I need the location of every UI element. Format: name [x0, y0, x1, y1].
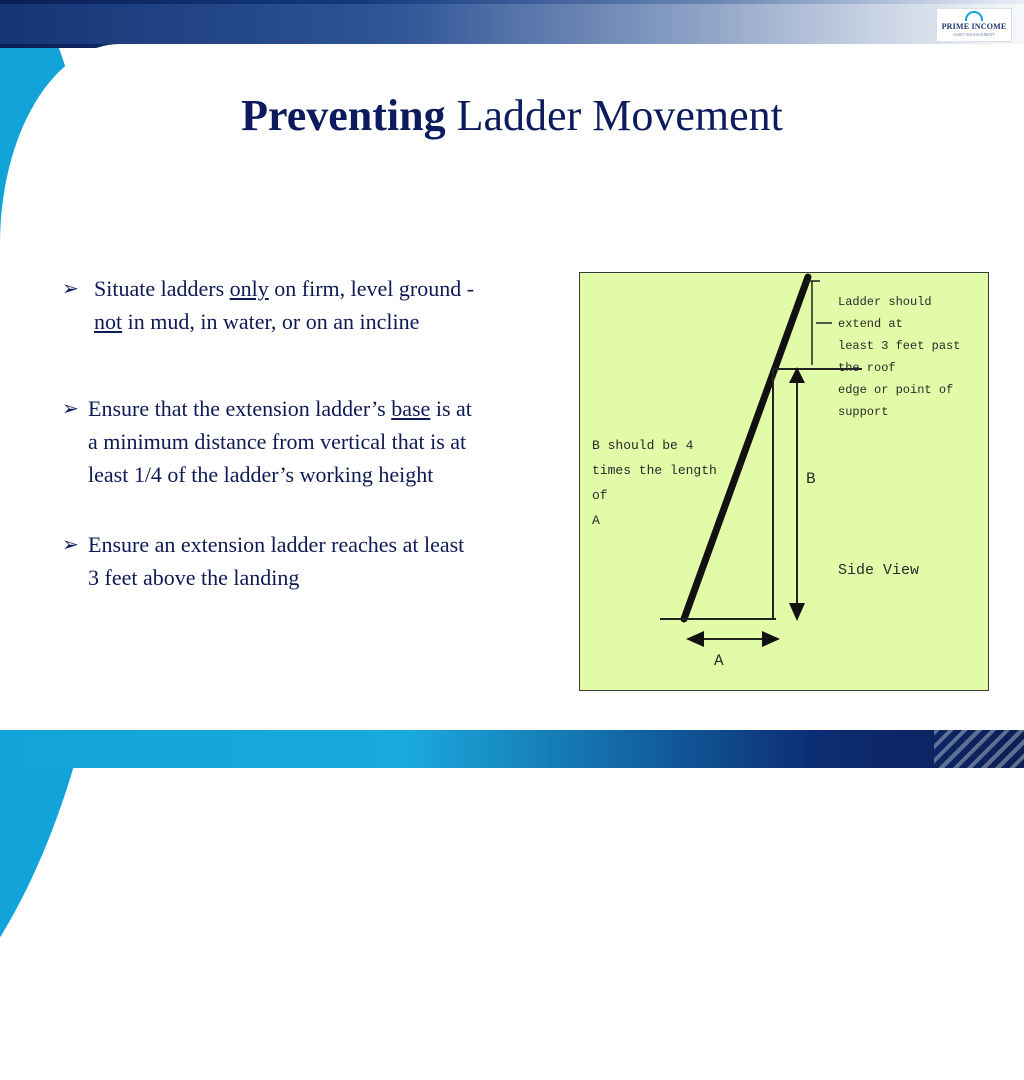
bullet-2-text-a: Ensure that the extension ladder’s [88, 396, 392, 421]
slide-title [0, 90, 1024, 141]
ratio-note-line-1: B should be 4 [592, 438, 694, 453]
bullet-1-text-c: in mud, in water, or on an incline [122, 309, 420, 334]
dimension-b-label: B [806, 470, 816, 488]
slide-title-rest: Ladder Movement [445, 91, 783, 140]
bullet-2-emphasis: base [391, 396, 431, 421]
arrowhead-bullet-icon: ➢ [62, 532, 79, 556]
header-band-gradient [0, 4, 1024, 44]
company-logo [936, 8, 1012, 42]
footer-band [0, 730, 1024, 768]
bullet-1-text-b: on firm, level ground - [268, 276, 475, 301]
side-view-label: Side View [838, 562, 920, 579]
bullet-3-line-2: 3 feet above the landing [88, 565, 300, 590]
bullet-2-line-3: least 1/4 of the ladder’s working height [88, 462, 434, 487]
ratio-note-line-2: times the length of [592, 463, 717, 503]
bullet-1-emphasis-2: not [94, 309, 123, 334]
bullet-2 [62, 392, 582, 491]
extension-note-line-2: least 3 feet past the roof [838, 339, 961, 375]
bullet-2-line-1 [62, 392, 582, 425]
bullet-1-emphasis: only [229, 276, 269, 301]
bullet-2-text-b: is at [430, 396, 472, 421]
extension-note [838, 291, 978, 423]
bullet-2-line-2: a minimum distance from vertical that is at [88, 429, 467, 454]
dimension-a-label: A [714, 652, 724, 670]
logo-name: PRIME INCOME [941, 22, 1007, 31]
ladder-diagram [579, 272, 989, 691]
arrowhead-bullet-icon: ➢ [62, 276, 79, 300]
bullet-3 [62, 528, 582, 594]
extension-note-line-3: edge or point of support [838, 383, 954, 419]
extension-note-line-1: Ladder should extend at [838, 295, 932, 331]
dimension-a-arrow-right [762, 631, 780, 647]
bullet-1-line-2 [62, 305, 582, 338]
ratio-note [592, 433, 724, 533]
footer-decoration [934, 730, 1024, 768]
header-band [0, 0, 1024, 48]
bullet-1 [62, 272, 582, 338]
logo-arch-icon [965, 11, 983, 21]
arrowhead-bullet-icon: ➢ [62, 396, 79, 420]
bullet-1-line-1 [62, 272, 582, 305]
bullet-1-text-a: Situate ladders [94, 276, 230, 301]
dimension-a-arrow-left [686, 631, 704, 647]
logo-subtitle: ASSET MANAGEMENT [952, 32, 996, 37]
bullet-3-line-1: Ensure an extension ladder reaches at least [88, 532, 465, 557]
dimension-b-arrow-bottom [789, 603, 805, 621]
slide-title-bold: Preventing [241, 91, 446, 140]
ratio-note-line-3: A [592, 513, 600, 528]
